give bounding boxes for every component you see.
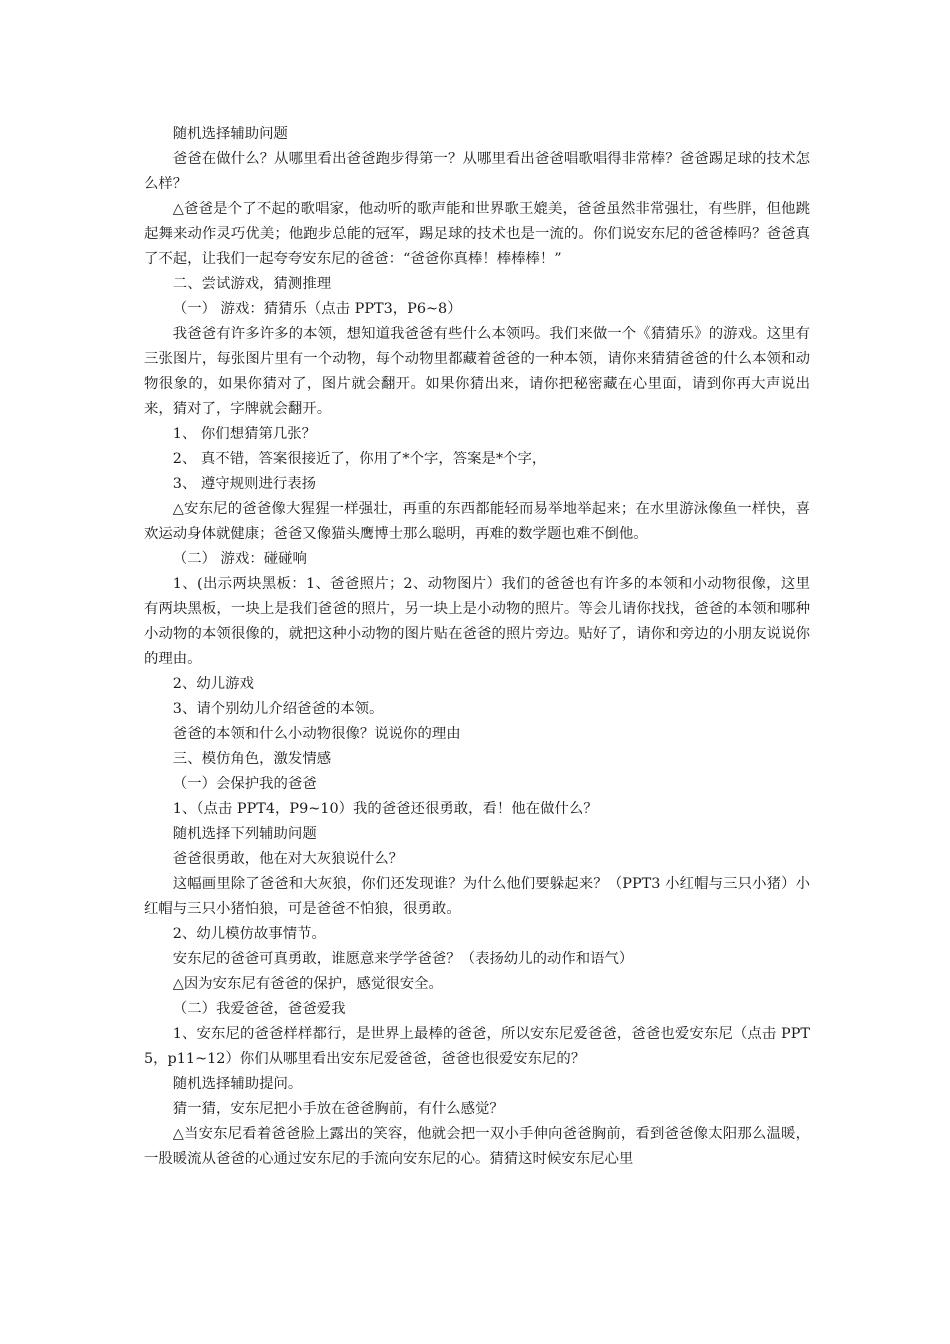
paragraph: 猜一猜，安东尼把小手放在爸爸胸前，有什么感觉？ [172, 1101, 504, 1117]
list-item: 2、幼儿游戏 [172, 676, 254, 692]
paragraph: 安东尼的爸爸可真勇敢，谁愿意来学学爸爸？（表扬幼儿的动作和语气） [172, 951, 634, 967]
list-item: 1、安东尼的爸爸样样都行，是世界上最棒的爸爸，所以安东尼爱爸爸，爸爸也爱安东尼（点击 PPT5，p11~12）你们从哪里看出安东尼爱爸爸，爸爸也很爱安东尼的？ [144, 1026, 810, 1067]
document-body [144, 122, 810, 1172]
paragraph: 爸爸的本领和什么小动物很像？说说你的理由 [172, 726, 461, 742]
paragraph: 爸爸很勇敢，他在对大灰狼说什么？ [172, 851, 404, 867]
list-item: 1、(出示两块黑板：1、爸爸照片；2、动物图片）我们的爸爸也有许多的本领和小动物很像，这里有两块黑板，一块上是我们爸爸的照片，另一块上是小动物的照片。等会儿请你找找，爸爸的本领和哪种小动物的本领很像的，就把这种小动物的图片贴在爸爸的照片旁边。贴好了，请你和旁边的小朋友说说你的理由。 [144, 576, 810, 667]
list-item: 2、 真不错，答案很接近了，你用了*个字，答案是*个字， [172, 451, 547, 467]
subsection-heading: （二）我爱爸爸，爸爸爱我 [172, 1001, 346, 1017]
paragraph: △当安东尼看着爸爸脸上露出的笑容，他就会把一双小手伸向爸爸胸前，看到爸爸像太阳那么温暖，一股暖流从爸爸的心通过安东尼的手流向安东尼的心。猜猜这时候安东尼心里 [144, 1126, 810, 1167]
paragraph: 爸爸在做什么？从哪里看出爸爸跑步得第一？从哪里看出爸爸唱歌唱得非常棒？爸爸踢足球的技术怎么样？ [144, 151, 810, 192]
paragraph: 随机选择下列辅助问题 [172, 826, 317, 842]
list-item: 2、幼儿模仿故事情节。 [172, 926, 326, 942]
paragraph: △安东尼的爸爸像大猩猩一样强壮，再重的东西都能轻而易举地举起来；在水里游泳像鱼一样快，喜欢运动身体就健康；爸爸又像猫头鹰博士那么聪明，再难的数学题也难不倒他。 [144, 501, 810, 542]
list-item: 3、 遵守规则进行表扬 [172, 476, 317, 492]
section-heading: 二、尝试游戏，猜测推理 [172, 276, 332, 292]
subsection-heading: （二） 游戏：碰碰响 [172, 551, 307, 567]
subsection-heading: （一） 游戏：猜猜乐（点击 PPT3，P6~8） [172, 301, 462, 317]
paragraph: 我爸爸有许多许多的本领，想知道我爸爸有些什么本领吗。我们来做一个《猜猜乐》的游戏。这里有三张图片，每张图片里有一个动物，每个动物里都藏着爸爸的一种本领，请你来猜猜爸爸的什么本领和动物很象的，如果你猜对了，图片就会翻开。如果你猜出来，请你把秘密藏在心里面，请到你再大声说出来，猜对了，字牌就会翻开。 [144, 326, 810, 417]
paragraph: △因为安东尼有爸爸的保护，感觉很安全。 [172, 976, 443, 992]
list-item: 1、 你们想猜第几张？ [172, 426, 317, 442]
list-item: 1、（点击 PPT4，P9~10）我的爸爸还很勇敢，看！他在做什么？ [172, 801, 598, 817]
paragraph: 这幅画里除了爸爸和大灰狼，你们还发现谁？为什么他们要躲起来？（PPT3 小红帽与三只小猪）小红帽与三只小猪怕狼，可是爸爸不怕狼，很勇敢。 [144, 876, 810, 917]
paragraph: △爸爸是个了不起的歌唱家，他动听的歌声能和世界歌王媲美，爸爸虽然非常强壮，有些胖，但他跳起舞来动作灵巧优美；他跑步总能的冠军，踢足球的技术也是一流的。你们说安东尼的爸爸棒吗？爸爸真了不起，让我们一起夸夸安东尼的爸爸：“爸爸你真棒！棒棒棒！” [144, 201, 810, 267]
subsection-heading: （一）会保护我的爸爸 [172, 776, 317, 792]
paragraph: 随机选择辅助提问。 [172, 1076, 303, 1092]
list-item: 3、请个别幼儿介绍爸爸的本领。 [172, 701, 384, 717]
section-heading: 三、模仿角色，激发情感 [172, 751, 332, 767]
paragraph: 随机选择辅助问题 [172, 126, 288, 142]
